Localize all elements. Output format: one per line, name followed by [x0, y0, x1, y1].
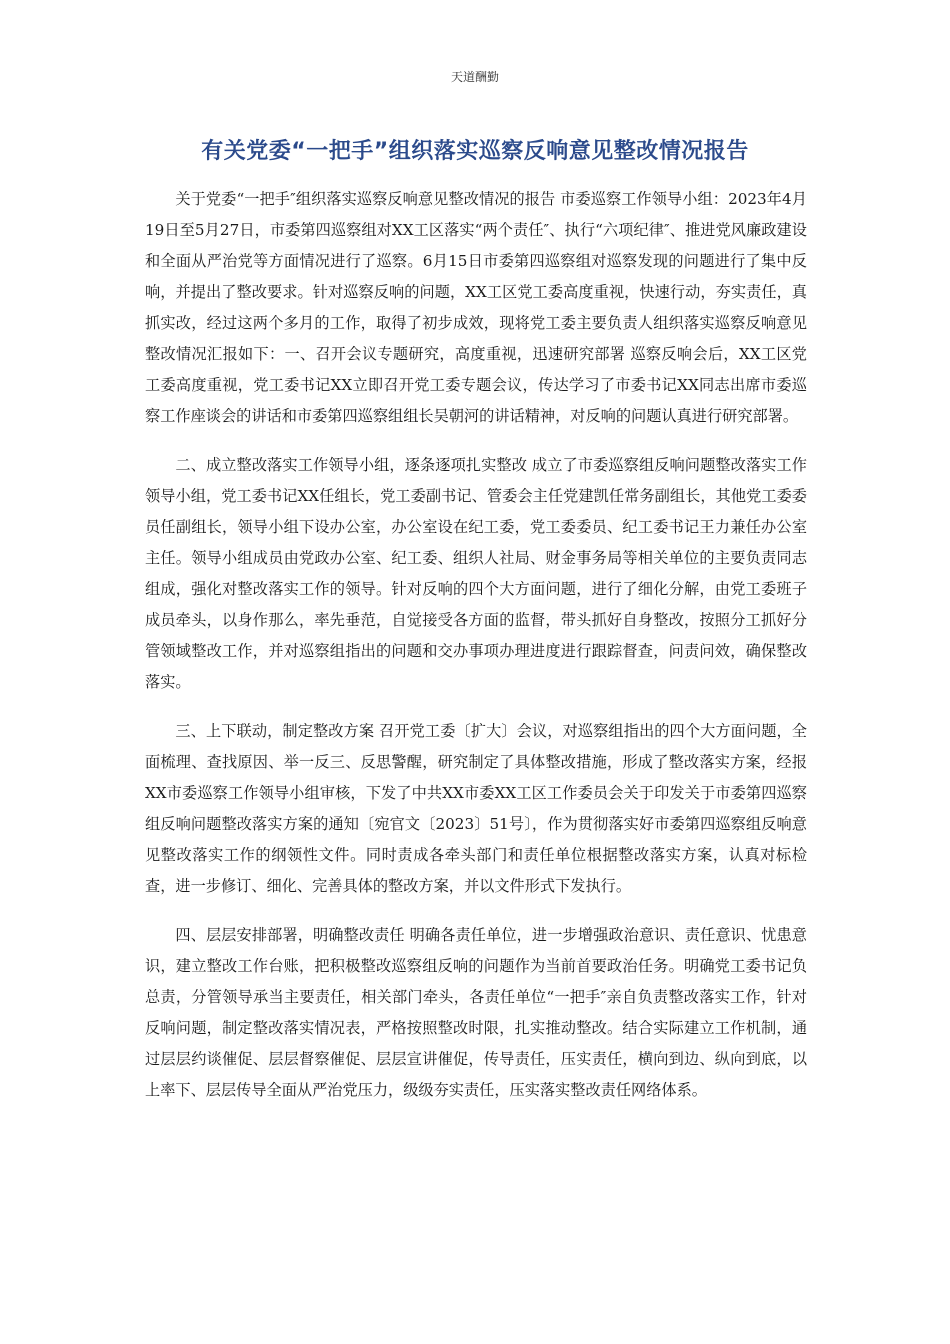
- paragraph-4: 四、层层安排部署，明确整改责任 明确各责任单位，进一步增强政治意识、责任意识、忧患意识，建立整改工作台账，把积极整改巡察组反响的问题作为当前首要政治任务。明确党工委书记负总责，分管领导承当主要责任，相关部门牵头，各责任单位“一把手″亲自负责整改落实工作，针对反响问题，制定整改落实情况表，严格按照整改时限，扎实推动整改。结合实际建立工作机制，通过层层约谈催促、层层督察催促、层层宣讲催促，传导责任，压实责任，横向到边、纵向到底，以上率下、层层传导全面从严治党压力，级级夯实责任，压实落实整改责任网络体系。: [145, 926, 807, 1099]
- document-body: [145, 184, 807, 1124]
- paragraph-3: 三、上下联动，制定整改方案 召开党工委〔扩大〕会议，对巡察组指出的四个大方面问题，全面梳理、查找原因、举一反三、反思警醒，研究制定了具体整改措施，形成了整改落实方案，经报XX市委巡察工作领导小组审核，下发了中共XX市委XX工区工作委员会关于印发关于市委第四巡察组反响问题整改落实方案的通知〔宛官文〔2023〕51号〕，作为贯彻落实好市委第四巡察组反响意见整改落实工作的纲领性文件。同时责成各牵头部门和责任单位根据整改落实方案，认真对标检查，进一步修订、细化、完善具体的整改方案，并以文件形式下发执行。: [145, 722, 807, 895]
- paragraph-1: 关于党委“一把手″组织落实巡察反响意见整改情况的报告 市委巡察工作领导小组：2023年4月19日至5月27日，市委第四巡察组对XX工区落实“两个责任″、执行“六项纪律″、推进党风廉政建设和全面从严治党等方面情况进行了巡察。6月15日市委第四巡察组对巡察发现的问题进行了集中反响，并提出了整改要求。针对巡察反响的问题，XX工区党工委高度重视，快速行动，夯实责任，真抓实改，经过这两个多月的工作，取得了初步成效，现将党工委主要负责人组织落实巡察反响意见整改情况汇报如下：一、召开会议专题研究，高度重视，迅速研究部署 巡察反响会后，XX工区党工委高度重视，党工委书记XX立即召开党工委专题会议，传达学习了市委书记XX同志出席市委巡察工作座谈会的讲话和市委第四巡察组组长吴朝河的讲话精神，对反响的问题认真进行研究部署。: [145, 190, 807, 425]
- paragraph-2: 二、成立整改落实工作领导小组，逐条逐项扎实整改 成立了市委巡察组反响问题整改落实工作领导小组，党工委书记XX任组长，党工委副书记、管委会主任党建凯任常务副组长，其他党工委委员任副组长，领导小组下设办公室，办公室设在纪工委，党工委委员、纪工委书记王力兼任办公室主任。领导小组成员由党政办公室、纪工委、组织人社局、财金事务局等相关单位的主要负责同志组成，强化对整改落实工作的领导。针对反响的四个大方面问题，进行了细化分解，由党工委班子成员牵头，以身作那么，率先垂范，自觉接受各方面的监督，带头抓好自身整改，按照分工抓好分管领域整改工作，并对巡察组指出的问题和交办事项办理进度进行跟踪督查，问责问效，确保整改落实。: [145, 456, 807, 691]
- header-mark: 天道酬勤: [450, 70, 499, 84]
- document-title: 有关党委“一把手”组织落实巡察反响意见整改情况报告: [201, 139, 749, 164]
